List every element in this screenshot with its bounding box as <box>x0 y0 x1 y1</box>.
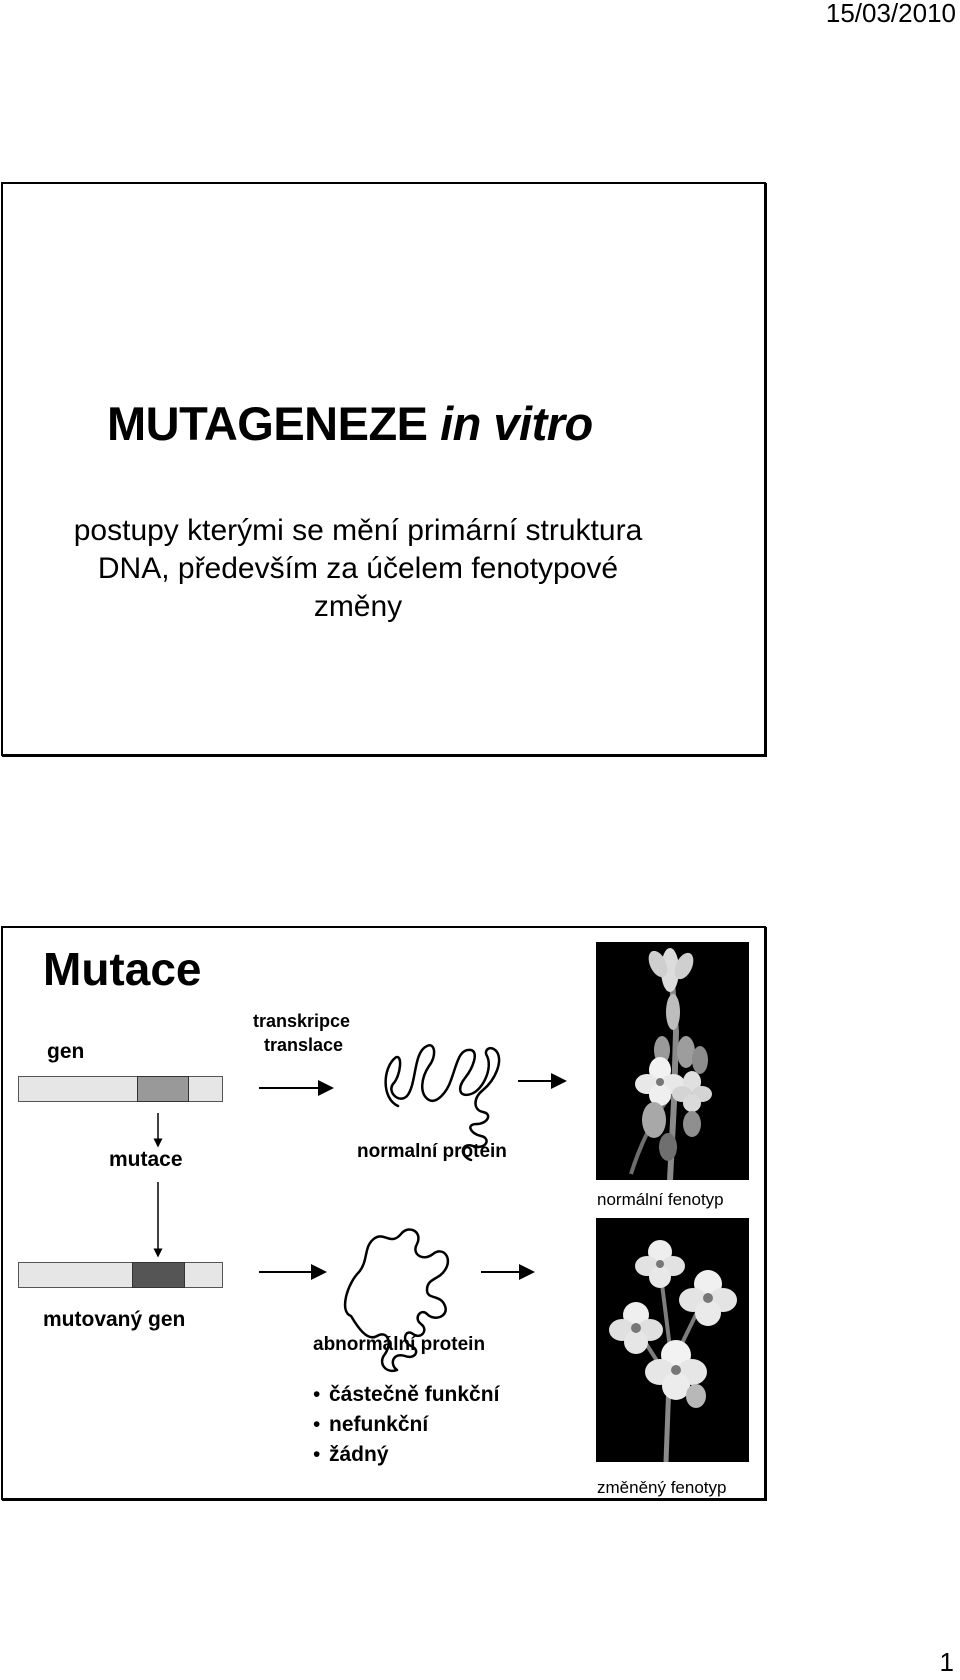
mutated-gene-label: mutovaný gen <box>43 1308 186 1331</box>
page-number: 1 <box>939 1647 954 1677</box>
list-item: • nefunkční <box>313 1410 499 1440</box>
mutation-diagram <box>3 928 764 1498</box>
transcription-label: transkripce <box>253 1011 351 1031</box>
mutation-label: mutace <box>109 1148 183 1171</box>
header-date: 15/03/2010 <box>825 0 956 28</box>
mutace-title: Mutace <box>43 943 202 995</box>
changed-phenotype-label: změněný fenotyp <box>597 1478 727 1497</box>
list-item: • žádný <box>313 1440 499 1470</box>
normal-protein-icon <box>386 1045 499 1160</box>
abnormal-protein-label: abnormální protein <box>313 1334 486 1355</box>
title-main: MUTAGENEZE <box>107 397 428 450</box>
slide-title-heading <box>107 396 593 451</box>
slide-mutace <box>1 926 766 1500</box>
gen-label: gen <box>47 1040 85 1063</box>
slide-title <box>1 182 766 756</box>
translation-label: translace <box>264 1035 344 1055</box>
normal-phenotype-label: normální fenotyp <box>597 1190 724 1209</box>
abnormal-protein-icon <box>345 1229 448 1370</box>
slide-subtitle: postupy kterými se mění primární struktura DNA, především za účelem fenotypové změny <box>73 514 643 623</box>
list-item: • částečně funkční <box>313 1380 499 1410</box>
normal-protein-label: normalní protein <box>357 1141 507 1162</box>
title-italic: in vitro <box>440 397 593 450</box>
